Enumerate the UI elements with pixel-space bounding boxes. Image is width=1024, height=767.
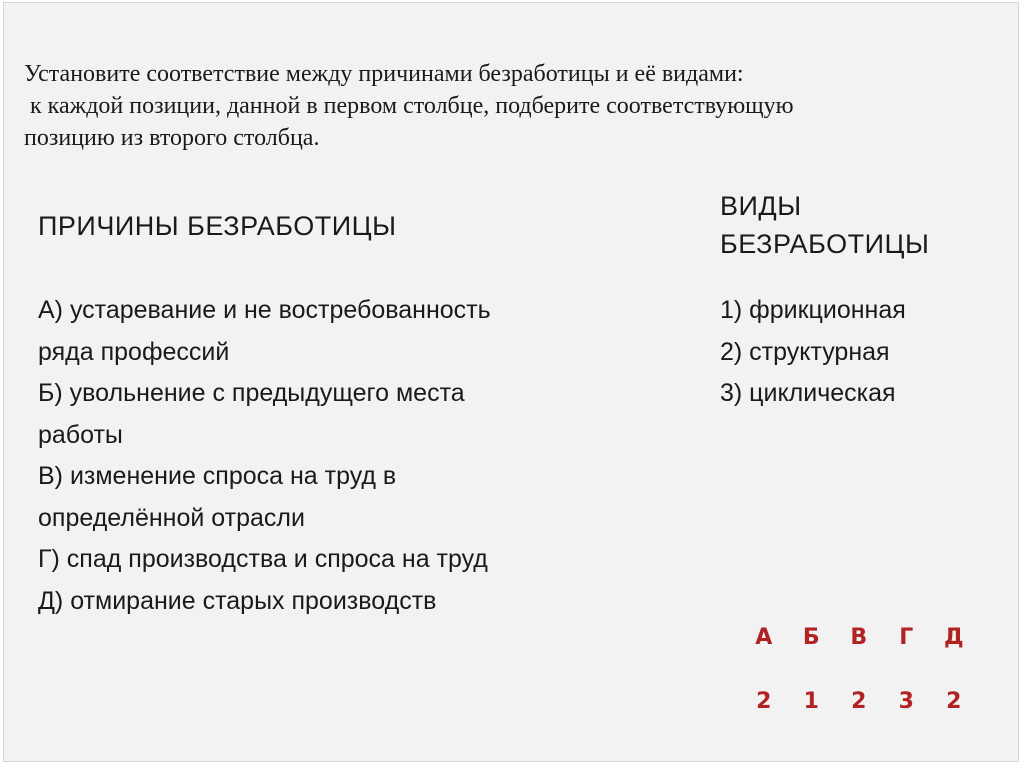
task-line-3: позицию из второго столбца. — [24, 125, 320, 151]
task-line-1: Установите соответствие между причинами безработицы и её видами: — [24, 61, 744, 87]
task-instructions — [24, 58, 984, 154]
types-heading-line-2: БЕЗРАБОТИЦЫ — [720, 229, 930, 259]
task-line-2: к каждой позиции, данной в первом столбце, подберите соответствующую — [24, 93, 794, 119]
answer-number: 3 — [898, 688, 914, 714]
type-item: 1) фрикционная — [720, 296, 906, 324]
cause-line: Б) увольнение с предыдущего места — [38, 379, 465, 407]
cause-line: ряда профессий — [38, 337, 230, 366]
answer-numbers-row — [740, 671, 990, 731]
types-heading — [720, 187, 929, 263]
answer-key — [740, 607, 990, 731]
answer-letter: Б — [802, 624, 820, 650]
cause-line: Г) спад производства и спроса на труд — [38, 545, 488, 573]
answer-letter: В — [850, 624, 868, 650]
answer-letter: А — [755, 624, 773, 650]
cause-line: определённой отрасли — [38, 503, 305, 532]
types-heading-line-1: ВИДЫ — [720, 191, 802, 221]
types-list — [720, 290, 906, 415]
answer-number: 2 — [851, 688, 867, 714]
answer-number: 2 — [756, 688, 772, 714]
slide — [3, 2, 1019, 762]
answer-letter: Г — [899, 624, 914, 650]
type-item: 3) циклическая — [720, 379, 896, 407]
answer-letter: Д — [943, 624, 964, 650]
answer-number: 2 — [946, 688, 962, 714]
causes-heading: ПРИЧИНЫ БЕЗРАБОТИЦЫ — [38, 211, 397, 241]
cause-line: А) устаревание и не востребованность — [38, 296, 491, 324]
answer-number: 1 — [803, 688, 819, 714]
answer-letters-row — [740, 607, 990, 667]
type-item: 2) структурная — [720, 337, 890, 366]
causes-list — [38, 290, 678, 622]
cause-line: В) изменение спроса на труд в — [38, 462, 397, 490]
cause-line: Д) отмирание старых производств — [38, 586, 437, 615]
cause-line: работы — [38, 420, 123, 449]
